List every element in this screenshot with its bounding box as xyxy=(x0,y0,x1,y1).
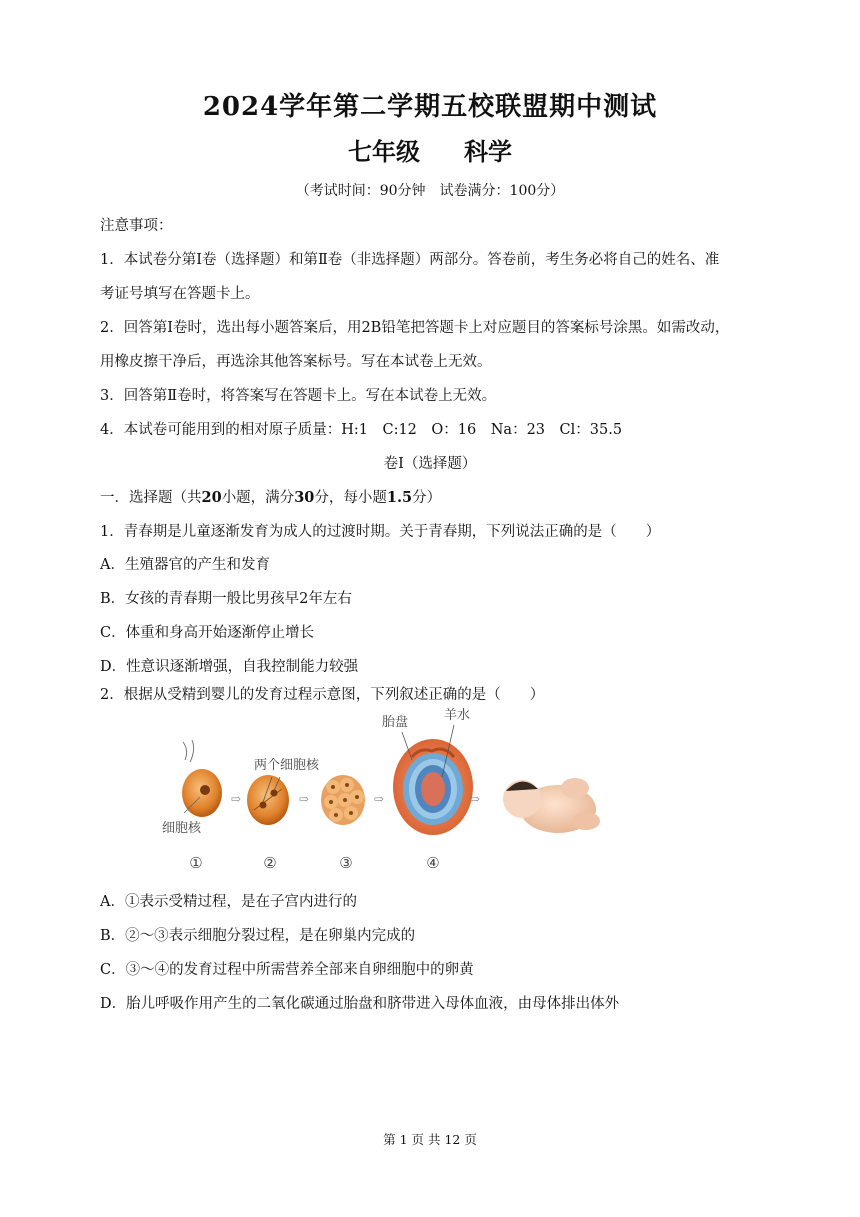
arrow-icon: ⇨ xyxy=(374,792,385,806)
arrow-icon: ⇨ xyxy=(231,792,242,806)
option-1c: C．体重和身高开始逐渐停止增长 xyxy=(100,625,315,641)
part-heading: 一．选择题（共20小题，满分30分，每小题1.5分） xyxy=(100,489,442,506)
grade-label: 七年级 xyxy=(348,137,420,166)
option-2d: D．胎儿呼吸作用产生的二氧化碳通过胎盘和脐带进入母体血液，由母体排出体外 xyxy=(100,996,620,1012)
note-line: 1．本试卷分第Ⅰ卷（选择题）和第Ⅱ卷（非选择题）两部分。答卷前，考生务必将自己的姓名、准 xyxy=(100,252,720,268)
label-placenta: 胎盘 xyxy=(382,715,409,730)
note-line: 2．回答第Ⅰ卷时，选出每小题答案后，用2B铅笔把答题卡上对应题目的答案标号涂黑。如需改动， xyxy=(100,320,730,336)
step-4: ④ xyxy=(426,854,440,872)
option-2a: A．①表示受精过程，是在子宫内进行的 xyxy=(100,894,357,910)
grade-subject xyxy=(0,132,860,167)
section-title: 卷Ⅰ（选择题） xyxy=(383,456,477,472)
exam-info: （考试时间：90分钟 试卷满分：100分） xyxy=(295,183,565,199)
option-2c: C．③～④的发育过程中所需营养全部来自卵细胞中的卵黄 xyxy=(100,962,474,978)
option-1b: B．女孩的青春期一般比男孩早2年左右 xyxy=(100,591,352,607)
uterus-illustration xyxy=(393,739,473,835)
fertilization-development-figure xyxy=(150,705,610,875)
page-footer: 第 1 页 共 12 页 xyxy=(383,1132,477,1147)
question-stem-2: 2．根据从受精到婴儿的发育过程示意图，下列叙述正确的是（ ） xyxy=(100,687,545,703)
subject-label: 科学 xyxy=(464,137,512,166)
notes-heading: 注意事项： xyxy=(100,218,173,234)
option-1d: D．性意识逐渐增强，自我控制能力较强 xyxy=(100,659,359,675)
arrow-icon: ⇨ xyxy=(470,792,481,806)
label-nucleus: 细胞核 xyxy=(162,821,202,836)
note-line: 3．回答第Ⅱ卷时，将答案写在答题卡上。写在本试卷上无效。 xyxy=(100,388,497,404)
baby-illustration xyxy=(503,778,600,833)
label-two-nuclei: 两个细胞核 xyxy=(254,758,320,773)
arrow-icon: ⇨ xyxy=(299,792,310,806)
note-line: 用橡皮擦干净后，再选涂其他答案标号。写在本试卷上无效。 xyxy=(100,354,492,370)
step-3: ③ xyxy=(339,854,353,872)
morula-illustration xyxy=(321,775,365,825)
two-cell-illustration xyxy=(247,775,289,825)
step-1: ① xyxy=(189,854,203,872)
note-line: 4．本试卷可能用到的相对原子质量：H:1 C:12 O：16 Na：23 Cl：35.5 xyxy=(100,422,623,438)
label-amniotic: 羊水 xyxy=(444,708,471,723)
note-line: 考证号填写在答题卡上。 xyxy=(100,286,260,302)
exam-title: 2024学年第二学期五校联盟期中测试 xyxy=(202,92,658,122)
option-1a: A．生殖器官的产生和发育 xyxy=(100,557,270,573)
question-stem-1: 1．青春期是儿童逐渐发育为成人的过渡时期。关于青春期，下列说法正确的是（ ） xyxy=(100,524,661,540)
step-2: ② xyxy=(263,854,277,872)
zygote-illustration xyxy=(182,740,222,817)
option-2b: B．②～③表示细胞分裂过程，是在卵巢内完成的 xyxy=(100,928,416,944)
